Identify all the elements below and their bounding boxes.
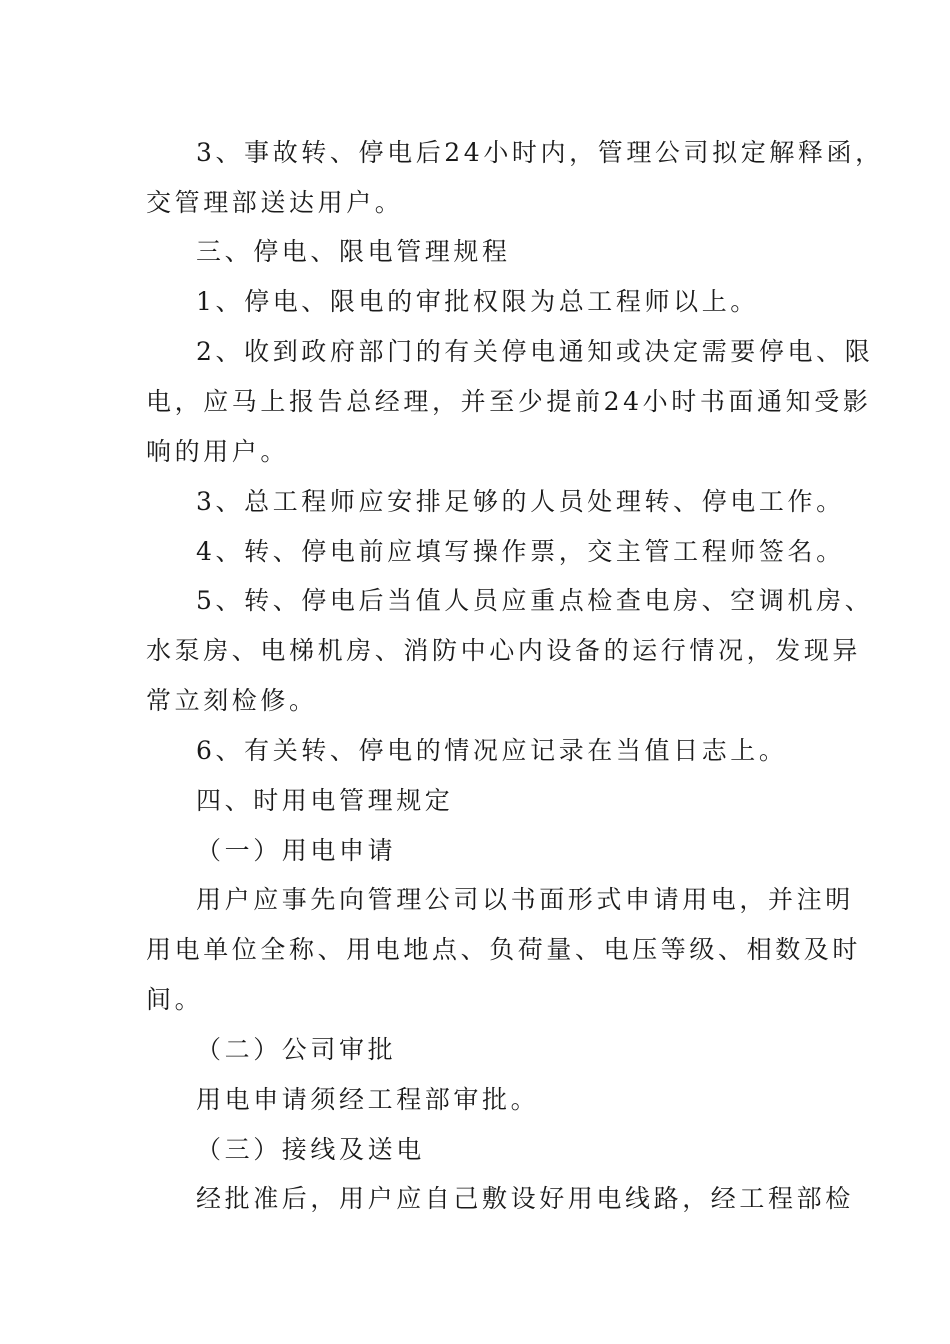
subsection-heading-3: （三）接线及送电	[196, 1135, 425, 1164]
paragraph-p13-line-1: 用电申请须经工程部审批。	[196, 1085, 540, 1114]
paragraph-p1-line-2: 交管理部送达用户。	[146, 188, 404, 217]
paragraph-p4-line-1: 2、收到政府部门的有关停电通知或决定需要停电、限	[196, 337, 874, 366]
paragraph-p1-line-1: 3、事故转、停电后24小时内，管理公司拟定解释函，	[196, 138, 884, 167]
paragraph-p11-line-2: 用电单位全称、用电地点、负荷量、电压等级、相数及时	[146, 935, 862, 964]
subsection-heading-1: （一）用电申请	[196, 836, 397, 865]
paragraph-p4-line-2: 电，应马上报告总经理，并至少提前24小时书面通知受影	[146, 387, 872, 416]
paragraph-p3-line-1: 1、停电、限电的审批权限为总工程师以上。	[196, 287, 759, 316]
paragraph-p7-line-3: 常立刻检修。	[146, 686, 318, 715]
paragraph-p11-line-1: 用户应事先向管理公司以书面形式申请用电，并注明	[196, 885, 854, 914]
paragraph-p8-line-1: 6、有关转、停电的情况应记录在当值日志上。	[196, 736, 788, 765]
paragraph-p7-line-2: 水泵房、电梯机房、消防中心内设备的运行情况，发现异	[146, 636, 862, 665]
paragraph-p6-line-1: 4、转、停电前应填写操作票，交主管工程师签名。	[196, 537, 845, 566]
section-heading-4: 四、时用电管理规定	[196, 786, 454, 815]
subsection-heading-2: （二）公司审批	[196, 1035, 397, 1064]
section-heading-3: 三、停电、限电管理规程	[196, 237, 511, 266]
paragraph-p4-line-3: 响的用户。	[146, 437, 290, 466]
paragraph-p5-line-1: 3、总工程师应安排足够的人员处理转、停电工作。	[196, 487, 845, 516]
paragraph-p15-line-1: 经批准后，用户应自己敷设好用电线路，经工程部检	[196, 1184, 854, 1213]
paragraph-p11-line-3: 间。	[146, 985, 204, 1014]
paragraph-p7-line-1: 5、转、停电后当值人员应重点检查电房、空调机房、	[196, 586, 874, 615]
